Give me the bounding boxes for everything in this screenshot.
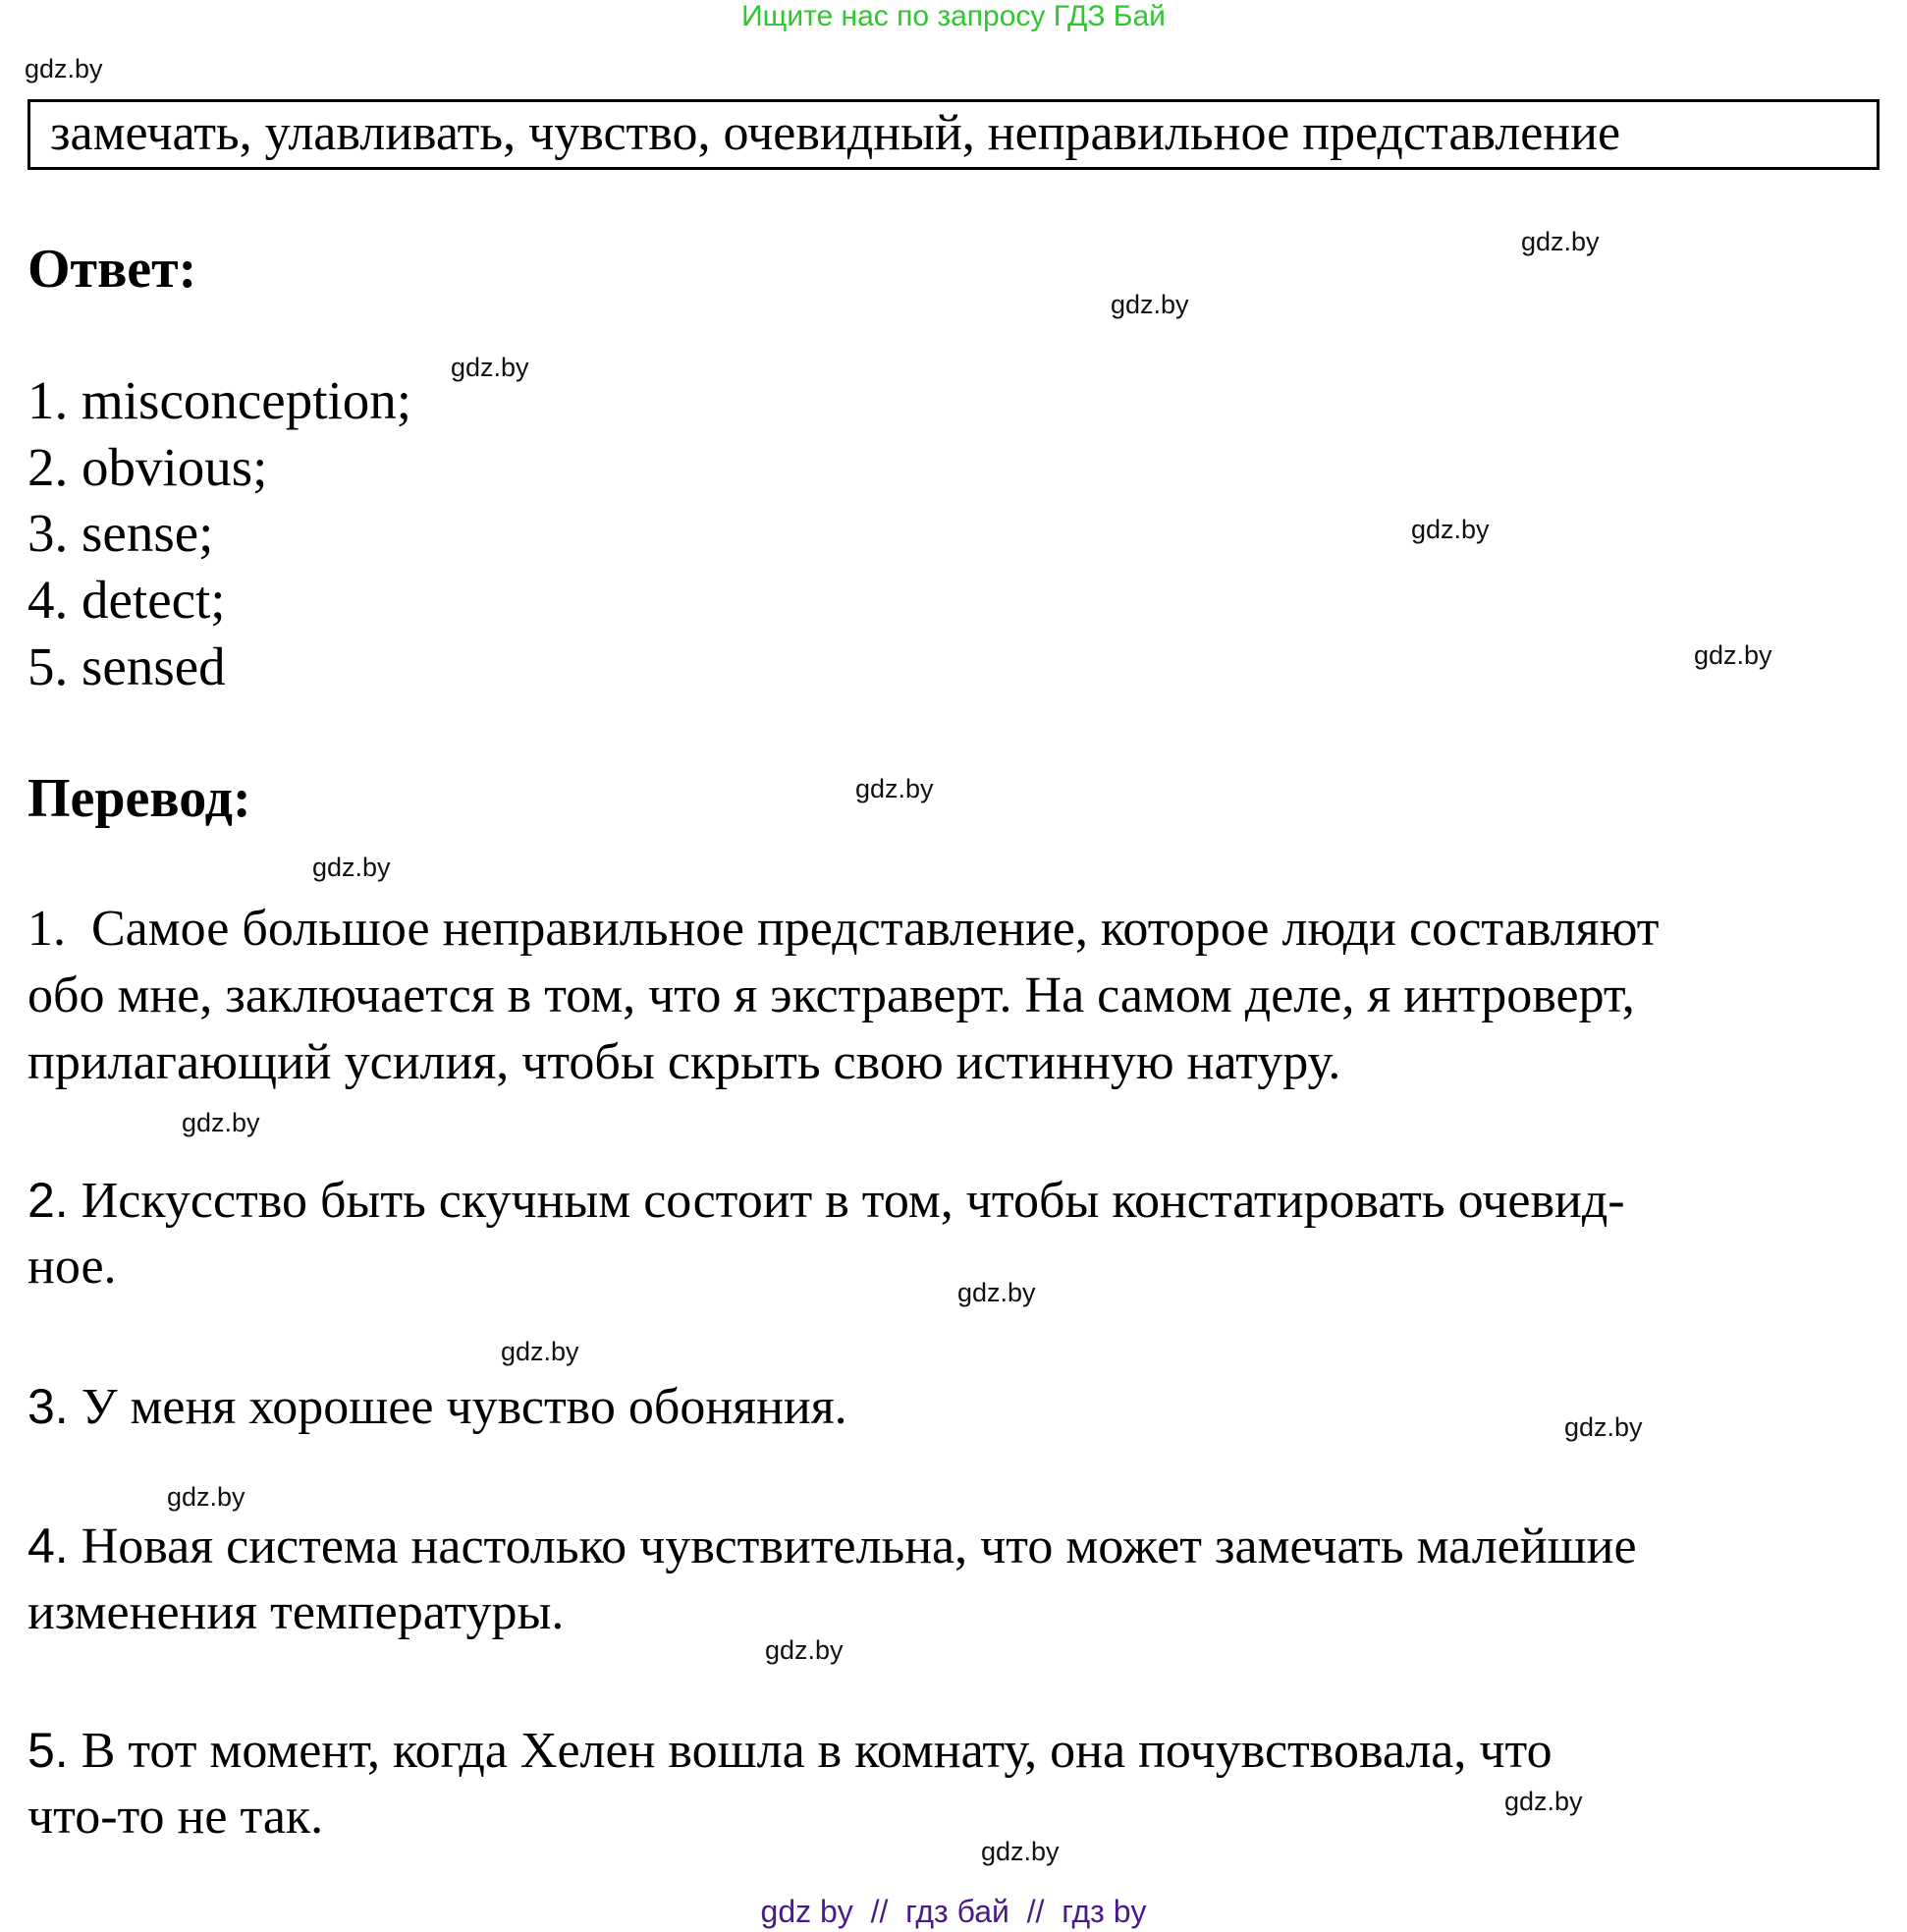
- translation-line: [27, 1169, 1625, 1233]
- answer-heading: Ответ:: [27, 239, 197, 300]
- line-text: Самое большое неправильное представление, которое люди составляют: [66, 901, 1660, 957]
- task-word-box: [27, 99, 1880, 170]
- item-number: 2.: [27, 1173, 69, 1228]
- watermark: gdz.by: [1564, 1412, 1643, 1442]
- watermark: gdz.by: [1111, 290, 1189, 319]
- translation-line: [27, 1375, 847, 1439]
- translation-line: [27, 1719, 1553, 1783]
- watermark: gdz.by: [167, 1482, 245, 1512]
- item-number: 5.: [27, 1723, 69, 1778]
- item-number: 3.: [27, 1379, 69, 1434]
- watermark: gdz.by: [182, 1108, 260, 1137]
- answer-item: 4. detect;: [27, 570, 226, 630]
- translation-line: обо мне, заключается в том, что я экстраверт. На самом деле, я интроверт,: [27, 967, 1635, 1023]
- translation-line: прилагающий усилия, чтобы скрыть свою истинную натуру.: [27, 1034, 1341, 1090]
- watermark: gdz.by: [981, 1837, 1060, 1866]
- line-text: У меня хорошее чувство обоняния.: [68, 1379, 847, 1435]
- line-text: В тот момент, когда Хелен вошла в комнату, она почувствовала, что: [68, 1723, 1553, 1779]
- translation-line: ное.: [27, 1239, 117, 1295]
- translation-line: изменения температуры.: [27, 1584, 565, 1640]
- footer-links: gdz by // гдз бай // гдз by: [760, 1894, 1147, 1929]
- line-text: Искусство быть скучным состоит в том, чтобы констатировать очевид-: [68, 1173, 1625, 1229]
- watermark: gdz.by: [855, 774, 934, 803]
- translation-line: [27, 1515, 1637, 1578]
- answer-item: 1. misconception;: [27, 370, 412, 430]
- watermark: gdz.by: [25, 54, 103, 83]
- answer-item: 5. sensed: [27, 636, 226, 696]
- watermark: gdz.by: [765, 1635, 844, 1665]
- line-text: Новая система настолько чувствительна, что может замечать малейшие: [68, 1518, 1637, 1574]
- item-number: 1.: [27, 901, 66, 957]
- watermark: gdz.by: [451, 353, 529, 382]
- translation-heading: Перевод:: [27, 768, 251, 829]
- task-words: замечать, улавливать, чувство, очевидный, неправильное представление: [50, 105, 1621, 161]
- answer-item: 2. obvious;: [27, 437, 268, 497]
- answer-item: 3. sense;: [27, 503, 214, 563]
- watermark: gdz.by: [957, 1278, 1036, 1307]
- watermark: gdz.by: [312, 853, 391, 882]
- translation-line: [27, 898, 1659, 961]
- item-number: 4.: [27, 1518, 69, 1573]
- translation-line: что-то не так.: [27, 1789, 324, 1845]
- watermark: gdz.by: [501, 1337, 579, 1366]
- watermark: gdz.by: [1694, 640, 1772, 670]
- search-banner: Ищите нас по запросу ГДЗ Бай: [741, 0, 1166, 32]
- watermark: gdz.by: [1411, 515, 1490, 544]
- watermark: gdz.by: [1504, 1787, 1583, 1816]
- watermark: gdz.by: [1521, 227, 1600, 256]
